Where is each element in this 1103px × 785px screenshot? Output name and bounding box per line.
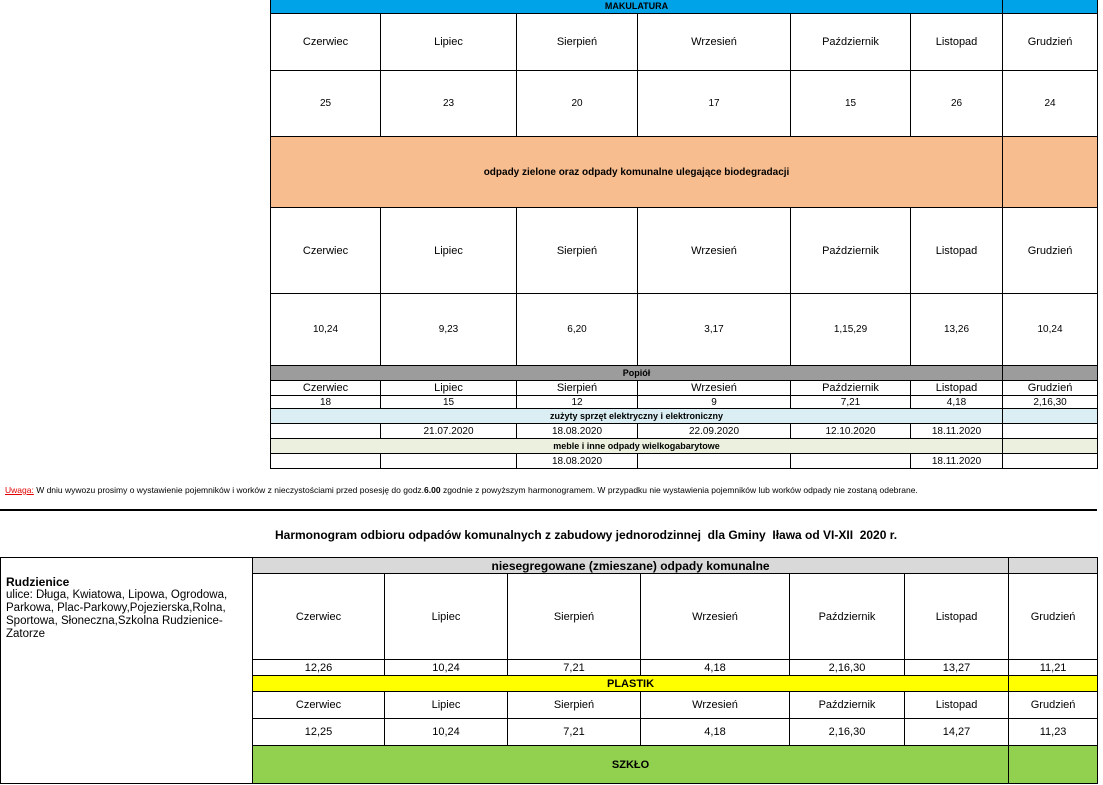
- top-schedule-table: [270, 0, 1098, 469]
- month-cell: Listopad: [905, 574, 1009, 660]
- date-cell: 24: [1003, 71, 1098, 137]
- date-cell: [271, 454, 381, 469]
- month-cell: Sierpień: [508, 574, 641, 660]
- date-cell: 20: [517, 71, 638, 137]
- month-cell: Październik: [791, 381, 911, 396]
- month-cell: Sierpień: [508, 692, 641, 719]
- makulatura-header: MAKULATURA: [271, 0, 1003, 14]
- date-cell: 10,24: [385, 719, 508, 746]
- month-cell: Listopad: [911, 14, 1003, 71]
- makulatura-values-row: [271, 71, 1098, 137]
- plastik-header: PLASTIK: [253, 676, 1009, 692]
- date-cell: 4,18: [641, 719, 790, 746]
- elektro-values-row: [271, 424, 1098, 439]
- date-cell: 7,21: [508, 719, 641, 746]
- date-cell: 9: [638, 396, 791, 409]
- month-cell: Październik: [791, 208, 911, 294]
- date-cell: 22.09.2020: [638, 424, 791, 439]
- meble-header: meble i inne odpady wielkogabarytowe: [271, 439, 1003, 454]
- date-cell: 13,27: [905, 660, 1009, 676]
- date-cell: 18.08.2020: [517, 424, 638, 439]
- date-cell: 21.07.2020: [381, 424, 517, 439]
- date-cell: 26: [911, 71, 1003, 137]
- popiol-months-row: [271, 381, 1098, 396]
- mixed-header: niesegregowane (zmieszane) odpady komunalne: [253, 558, 1009, 574]
- note-label: Uwaga:: [5, 485, 34, 495]
- location-name: Rudzienice: [6, 575, 70, 589]
- month-cell: Listopad: [905, 692, 1009, 719]
- date-cell: [1003, 454, 1098, 469]
- date-cell: [638, 454, 791, 469]
- month-cell: Wrzesień: [638, 14, 791, 71]
- month-cell: Wrzesień: [638, 208, 791, 294]
- date-cell: 13,26: [911, 294, 1003, 366]
- month-cell: Lipiec: [385, 692, 508, 719]
- month-cell: Grudzień: [1009, 692, 1098, 719]
- month-cell: Listopad: [911, 381, 1003, 396]
- month-cell: Grudzień: [1003, 208, 1098, 294]
- date-cell: 9,23: [381, 294, 517, 366]
- date-cell: 11,23: [1009, 719, 1098, 746]
- date-cell: [381, 454, 517, 469]
- month-cell: Czerwiec: [253, 574, 385, 660]
- date-cell: 18.11.2020: [911, 454, 1003, 469]
- month-cell: Czerwiec: [271, 208, 381, 294]
- month-cell: Lipiec: [381, 208, 517, 294]
- month-cell: Lipiec: [381, 381, 517, 396]
- date-cell: 10,24: [1003, 294, 1098, 366]
- popiol-header: Popiół: [271, 366, 1003, 381]
- page-heading: Harmonogram odbioru odpadów komunalnych z zabudowy jednorodzinnej dla Gminy Iława od VI-XII 2020 r.: [275, 528, 898, 542]
- date-cell: 2,16,30: [790, 719, 905, 746]
- month-cell: Grudzień: [1009, 574, 1098, 660]
- date-cell: 10,24: [385, 660, 508, 676]
- date-cell: 25: [271, 71, 381, 137]
- month-cell: Wrzesień: [641, 574, 790, 660]
- makulatura-months-row: [271, 14, 1098, 71]
- date-cell: 23: [381, 71, 517, 137]
- note-text-before: W dniu wywozu prosimy o wystawienie pojemników i worków z nieczystościami przed posesję do godz.: [33, 485, 425, 495]
- date-cell: 7,21: [508, 660, 641, 676]
- date-cell: 17: [638, 71, 791, 137]
- month-cell: Listopad: [911, 208, 1003, 294]
- date-cell: 14,27: [905, 719, 1009, 746]
- date-cell: 4,18: [641, 660, 790, 676]
- month-cell: Czerwiec: [253, 692, 385, 719]
- date-cell: 18: [271, 396, 381, 409]
- location-cell: [1, 558, 253, 784]
- bio-values-row: [271, 294, 1098, 366]
- date-cell: [1003, 424, 1098, 439]
- date-cell: 12,26: [253, 660, 385, 676]
- bottom-schedule-table: [0, 557, 1098, 784]
- date-cell: 18.08.2020: [517, 454, 638, 469]
- month-cell: Czerwiec: [271, 14, 381, 71]
- month-cell: Październik: [790, 574, 905, 660]
- bio-header: odpady zielone oraz odpady komunalne ulegające biodegradacji: [271, 137, 1003, 208]
- popiol-values-row: [271, 396, 1098, 409]
- month-cell: Wrzesień: [641, 692, 790, 719]
- date-cell: 12: [517, 396, 638, 409]
- date-cell: 6,20: [517, 294, 638, 366]
- note: [5, 485, 1085, 495]
- date-cell: 12,25: [253, 719, 385, 746]
- elektro-header: zużyty sprzęt elektryczny i elektroniczny: [271, 409, 1003, 424]
- date-cell: 2,16,30: [790, 660, 905, 676]
- note-text-after: zgodnie z powyższym harmonogramem. W przypadku nie wystawienia pojemników lub worków odpady nie zostaną odebrane.: [440, 485, 918, 495]
- date-cell: 18.11.2020: [911, 424, 1003, 439]
- date-cell: 4,18: [911, 396, 1003, 409]
- month-cell: Grudzień: [1003, 14, 1098, 71]
- month-cell: Sierpień: [517, 14, 638, 71]
- date-cell: 7,21: [791, 396, 911, 409]
- bio-months-row: [271, 208, 1098, 294]
- month-cell: Październik: [791, 14, 911, 71]
- month-cell: Październik: [790, 692, 905, 719]
- date-cell: [791, 454, 911, 469]
- month-cell: Grudzień: [1003, 381, 1098, 396]
- date-cell: 12.10.2020: [791, 424, 911, 439]
- meble-values-row: [271, 454, 1098, 469]
- date-cell: 1,15,29: [791, 294, 911, 366]
- month-cell: Wrzesień: [638, 381, 791, 396]
- date-cell: 3,17: [638, 294, 791, 366]
- location-streets: ulice: Długa, Kwiatowa, Lipowa, Ogrodowa, Parkowa, Plac-Parkowy,Pojezierska,Rolna, Sportowa, Słoneczna,Szkolna Rudzienice-Zatorze: [6, 589, 228, 640]
- month-cell: Czerwiec: [271, 381, 381, 396]
- date-cell: 2,16,30: [1003, 396, 1098, 409]
- note-divider: [0, 509, 1097, 511]
- month-cell: Lipiec: [381, 14, 517, 71]
- month-cell: Sierpień: [517, 381, 638, 396]
- date-cell: 15: [791, 71, 911, 137]
- date-cell: 11,21: [1009, 660, 1098, 676]
- date-cell: 15: [381, 396, 517, 409]
- month-cell: Lipiec: [385, 574, 508, 660]
- szklo-header: SZKŁO: [253, 746, 1009, 784]
- date-cell: 10,24: [271, 294, 381, 366]
- month-cell: Sierpień: [517, 208, 638, 294]
- note-time: 6.00: [424, 485, 441, 495]
- date-cell: [271, 424, 381, 439]
